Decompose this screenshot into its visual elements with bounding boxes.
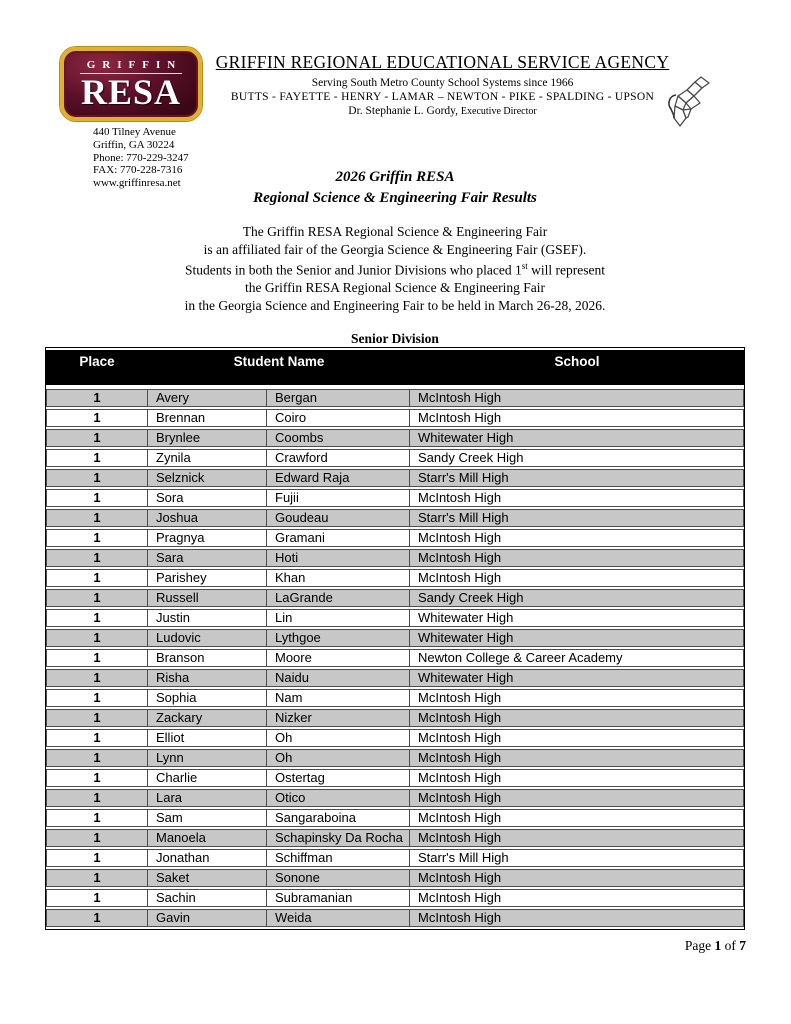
table-row <box>46 829 744 847</box>
last-name-cell: Naidu <box>267 669 410 687</box>
table-row <box>46 809 744 827</box>
first-name-cell: Manoela <box>148 829 267 847</box>
director-title: Executive Director <box>460 106 537 117</box>
place-cell: 1 <box>46 489 148 507</box>
agency-counties: BUTTS - FAYETTE - HENRY - LAMAR – NEWTON - PIKE - SPALDING - UPSON <box>230 91 655 103</box>
table-row <box>46 409 744 427</box>
school-cell: McIntosh High <box>410 829 744 847</box>
table-row <box>46 849 744 867</box>
table-row <box>46 909 744 927</box>
last-name-cell: Weida <box>267 909 410 927</box>
school-cell: McIntosh High <box>410 689 744 707</box>
table-row <box>46 789 744 807</box>
table-header-school: School <box>410 350 744 387</box>
last-name-cell: LaGrande <box>267 589 410 607</box>
first-name-cell: Jonathan <box>148 849 267 867</box>
table-row <box>46 649 744 667</box>
intro-line5: in the Georgia Science and Engineering Fair to be held in March 26-28, 2026. <box>184 297 606 313</box>
intro-paragraph <box>45 223 745 314</box>
place-cell: 1 <box>46 709 148 727</box>
last-name-cell: Sangaraboina <box>267 809 410 827</box>
results-table-body <box>46 389 744 927</box>
school-cell: Starr's Mill High <box>410 849 744 867</box>
first-name-cell: Sara <box>148 549 267 567</box>
place-cell: 1 <box>46 769 148 787</box>
logo-resa-text: RESA <box>80 72 182 112</box>
contact-line-website: www.griffinresa.net <box>93 177 181 190</box>
footer-middle: of <box>724 938 736 953</box>
footer-total-pages: 7 <box>739 938 746 953</box>
school-cell: McIntosh High <box>410 709 744 727</box>
place-cell: 1 <box>46 469 148 487</box>
last-name-cell: Ostertag <box>267 769 410 787</box>
first-name-cell: Zynila <box>148 449 267 467</box>
last-name-cell: Otico <box>267 789 410 807</box>
table-row <box>46 709 744 727</box>
table-row <box>46 529 744 547</box>
first-name-cell: Avery <box>148 389 267 407</box>
first-name-cell: Charlie <box>148 769 267 787</box>
contact-line-address: 440 Tilney Avenue <box>93 126 176 138</box>
table-row <box>46 509 744 527</box>
first-name-cell: Sachin <box>148 889 267 907</box>
place-cell: 1 <box>46 809 148 827</box>
footer-prefix: Page <box>684 938 712 953</box>
table-row <box>46 689 744 707</box>
last-name-cell: Coombs <box>267 429 410 447</box>
footer-page-number: 1 <box>714 938 722 953</box>
contact-line-city: Griffin, GA 30224 <box>93 138 175 151</box>
place-cell: 1 <box>46 789 148 807</box>
last-name-cell: Moore <box>267 649 410 667</box>
last-name-cell: Schapinsky Da Rocha <box>267 829 410 847</box>
intro-line2: is an affiliated fair of the Georgia Science & Engineering Fair (GSEF). <box>203 241 587 257</box>
ordinal-superscript: st <box>521 261 528 272</box>
last-name-cell: Edward Raja <box>267 469 410 487</box>
first-name-cell: Gavin <box>148 909 267 927</box>
table-row <box>46 629 744 647</box>
agency-tagline: Serving South Metro County School Systems since 1966 <box>311 77 574 89</box>
place-cell: 1 <box>46 529 148 547</box>
table-row <box>46 589 744 607</box>
first-name-cell: Brynlee <box>148 429 267 447</box>
place-cell: 1 <box>46 569 148 587</box>
place-cell: 1 <box>46 689 148 707</box>
place-cell: 1 <box>46 629 148 647</box>
table-row <box>46 609 744 627</box>
page-footer <box>685 938 746 954</box>
place-cell: 1 <box>46 449 148 467</box>
first-name-cell: Ludovic <box>148 629 267 647</box>
table-row <box>46 889 744 907</box>
first-name-cell: Risha <box>148 669 267 687</box>
school-cell: McIntosh High <box>410 889 744 907</box>
place-cell: 1 <box>46 589 148 607</box>
school-cell: Whitewater High <box>410 609 744 627</box>
school-cell: McIntosh High <box>410 789 744 807</box>
school-cell: Whitewater High <box>410 429 744 447</box>
first-name-cell: Lynn <box>148 749 267 767</box>
first-name-cell: Russell <box>148 589 267 607</box>
school-cell: Sandy Creek High <box>410 589 744 607</box>
logo-griffin-text: GRIFFIN <box>80 59 182 74</box>
first-name-cell: Branson <box>148 649 267 667</box>
place-cell: 1 <box>46 609 148 627</box>
last-name-cell: Goudeau <box>267 509 410 527</box>
table-row <box>46 669 744 687</box>
last-name-cell: Bergan <box>267 389 410 407</box>
school-cell: McIntosh High <box>410 569 744 587</box>
table-row <box>46 869 744 887</box>
place-cell: 1 <box>46 829 148 847</box>
table-header-place: Place <box>46 350 148 387</box>
first-name-cell: Brennan <box>148 409 267 427</box>
school-cell: McIntosh High <box>410 809 744 827</box>
section-title: Senior Division <box>351 331 439 346</box>
school-cell: McIntosh High <box>410 769 744 787</box>
place-cell: 1 <box>46 729 148 747</box>
school-cell: Newton College & Career Academy <box>410 649 744 667</box>
last-name-cell: Nizker <box>267 709 410 727</box>
table-header-student-name: Student Name <box>148 350 410 387</box>
school-cell: McIntosh High <box>410 389 744 407</box>
first-name-cell: Joshua <box>148 509 267 527</box>
place-cell: 1 <box>46 509 148 527</box>
school-cell: Starr's Mill High <box>410 469 744 487</box>
school-cell: Whitewater High <box>410 669 744 687</box>
table-row <box>46 469 744 487</box>
first-name-cell: Selznick <box>148 469 267 487</box>
director-name: Dr. Stephanie L. Gordy, <box>348 105 459 117</box>
place-cell: 1 <box>46 749 148 767</box>
place-cell: 1 <box>46 429 148 447</box>
table-row <box>46 749 744 767</box>
table-row <box>46 729 744 747</box>
place-cell: 1 <box>46 909 148 927</box>
place-cell: 1 <box>46 669 148 687</box>
last-name-cell: Lin <box>267 609 410 627</box>
first-name-cell: Saket <box>148 869 267 887</box>
contact-line-fax: FAX: 770-228-7316 <box>93 164 183 177</box>
document-title-line2: Regional Science & Engineering Fair Results <box>253 190 537 206</box>
intro-line3: Students in both the Senior and Junior Divisions who placed 1st will represent <box>185 261 605 278</box>
first-name-cell: Justin <box>148 609 267 627</box>
school-cell: Whitewater High <box>410 629 744 647</box>
place-cell: 1 <box>46 889 148 907</box>
last-name-cell: Oh <box>267 749 410 767</box>
school-cell: McIntosh High <box>410 729 744 747</box>
contact-line-phone: Phone: 770-229-3247 <box>93 151 189 164</box>
letterhead <box>210 52 675 117</box>
first-name-cell: Elliot <box>148 729 267 747</box>
table-row <box>46 489 744 507</box>
last-name-cell: Nam <box>267 689 410 707</box>
last-name-cell: Lythgoe <box>267 629 410 647</box>
results-table <box>45 347 745 930</box>
school-cell: Starr's Mill High <box>410 509 744 527</box>
school-cell: McIntosh High <box>410 409 744 427</box>
school-cell: Sandy Creek High <box>410 449 744 467</box>
place-cell: 1 <box>46 549 148 567</box>
table-row <box>46 549 744 567</box>
first-name-cell: Sora <box>148 489 267 507</box>
last-name-cell: Coiro <box>267 409 410 427</box>
document-title <box>45 167 745 209</box>
table-row <box>46 569 744 587</box>
school-cell: McIntosh High <box>410 869 744 887</box>
school-cell: McIntosh High <box>410 529 744 547</box>
table-row <box>46 449 744 467</box>
place-cell: 1 <box>46 649 148 667</box>
last-name-cell: Fujii <box>267 489 410 507</box>
first-name-cell: Sam <box>148 809 267 827</box>
last-name-cell: Hoti <box>267 549 410 567</box>
school-cell: McIntosh High <box>410 909 744 927</box>
last-name-cell: Crawford <box>267 449 410 467</box>
place-cell: 1 <box>46 869 148 887</box>
school-cell: McIntosh High <box>410 549 744 567</box>
document-title-line1: 2026 Griffin RESA <box>335 169 455 185</box>
intro-line4: the Griffin RESA Regional Science & Engineering Fair <box>244 280 546 296</box>
last-name-cell: Sonone <box>267 869 410 887</box>
director-line <box>210 105 675 117</box>
results-table-wrap <box>45 347 745 930</box>
last-name-cell: Subramanian <box>267 889 410 907</box>
place-cell: 1 <box>46 389 148 407</box>
resa-logo <box>60 47 202 121</box>
place-cell: 1 <box>46 409 148 427</box>
county-map-icon <box>660 76 712 132</box>
last-name-cell: Oh <box>267 729 410 747</box>
table-row <box>46 769 744 787</box>
first-name-cell: Pragnya <box>148 529 267 547</box>
school-cell: McIntosh High <box>410 749 744 767</box>
school-cell: McIntosh High <box>410 489 744 507</box>
table-header-row <box>46 350 744 387</box>
first-name-cell: Lara <box>148 789 267 807</box>
last-name-cell: Gramani <box>267 529 410 547</box>
last-name-cell: Schiffman <box>267 849 410 867</box>
intro-line1: The Griffin RESA Regional Science & Engineering Fair <box>242 224 548 239</box>
place-cell: 1 <box>46 849 148 867</box>
last-name-cell: Khan <box>267 569 410 587</box>
table-row <box>46 389 744 407</box>
first-name-cell: Zackary <box>148 709 267 727</box>
table-row <box>46 429 744 447</box>
agency-title: GRIFFIN REGIONAL EDUCATIONAL SERVICE AGENCY <box>215 52 670 72</box>
first-name-cell: Parishey <box>148 569 267 587</box>
first-name-cell: Sophia <box>148 689 267 707</box>
